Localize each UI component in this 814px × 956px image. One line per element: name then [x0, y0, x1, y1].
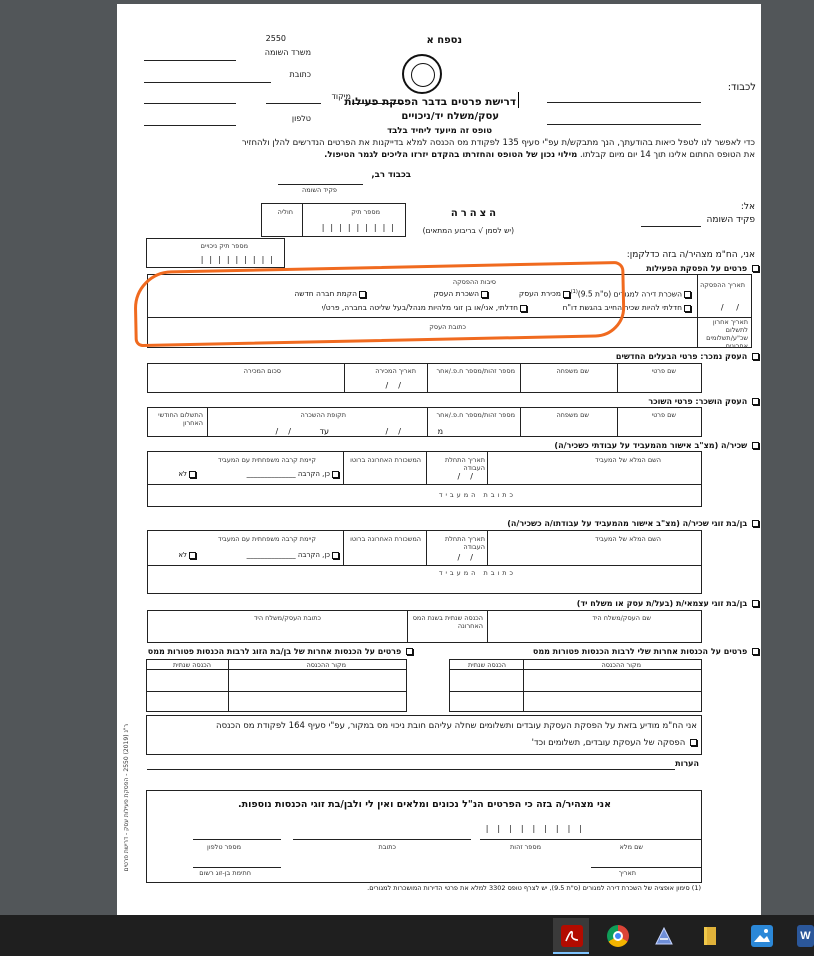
sec7a-checkbox[interactable] [752, 648, 759, 655]
declaration-note: (יש לסמן √ בריבוע המתאים) [422, 226, 514, 235]
name-line[interactable] [591, 839, 701, 840]
spouse-income-table[interactable] [146, 659, 407, 712]
footnote: (1) סימון אופציה של השכרת דירה למגורים (ס"ת 9.5), יש לצרף טופס 3302 למלא את פרטי הדירות המושכרות למגורים. [367, 884, 701, 892]
taskbar [0, 915, 814, 956]
assessor-caption: פקיד השומה [301, 186, 337, 194]
sec3-col-1: שם פרטי [651, 411, 676, 419]
sec2-title: העסק נמכר: פרטי הבעלים החדשים [616, 352, 759, 361]
reason-sale[interactable]: מכירת העסק [519, 289, 570, 298]
final-declaration: אני מצהיר/ה בזה כי הפרטים הנ"ל נכונים ומלאים ואין לי ולבן/בת זוגי הכנסות נוספות. [238, 799, 611, 810]
reason-rent-business[interactable]: השכרת העסק [433, 289, 488, 298]
chrome-icon [607, 925, 629, 947]
notepad-icon [653, 925, 675, 947]
sec4-title: שכיר/ה (מצ"ב אישור מהמעביד על עבודתי כשכיר/ה) [554, 441, 759, 450]
acrobat-taskbar-button[interactable] [553, 918, 589, 954]
chrome-taskbar-button[interactable] [599, 918, 635, 954]
sp-relative-yes[interactable]: כן, הקרבה ______________ [247, 551, 339, 559]
branch-label: חוליה [277, 208, 293, 216]
side-text: ר"נ (2019) 2550 - הפסקת פעילות עסק - דרישת פרטים [123, 724, 130, 872]
sec2-col-2: שם משפחה [556, 367, 589, 375]
remarks-line[interactable] [147, 769, 675, 770]
sig-name-label: שם מלא [619, 843, 643, 851]
address-sig-line[interactable] [293, 839, 471, 840]
phone-sig-line[interactable] [193, 839, 281, 840]
to-label: לכבוד: [727, 82, 756, 93]
relative-yes[interactable]: כן, הקרבה ______________ [247, 470, 339, 478]
sec5-title: בן/בת זוגי שכיר/ה (מצ"ב אישור מהמעביד על עבודתו/ה כשכיר/ה) [507, 519, 759, 528]
stop-date-slashes: / / [720, 303, 739, 312]
sec2-col-4: תאריך המכירה [375, 367, 416, 375]
field-label-zip: מיקוד [331, 92, 351, 101]
sp-relative-no[interactable]: לא [178, 551, 196, 559]
tenant-table[interactable] [147, 407, 702, 437]
sec5-checkbox[interactable] [752, 520, 759, 527]
regards: בכבוד רב, [371, 170, 411, 180]
sec2-col-3: מספר זהות/מספר ח.פ./אחר [436, 367, 515, 375]
sec1-checkbox[interactable] [752, 265, 759, 272]
notice-line-1: אני הח"מ מודיע בזאת על הפסקת העסקת עובדים ותשלומים שחלה עליהם חובת ניכוי מס במקור, עפ"י סעיף 164 לפקודת מס הכנסה [216, 721, 697, 731]
file-number-ticks: ||||||||| [321, 223, 400, 232]
remarks-label: הערות [675, 759, 699, 768]
sp-date-slashes: / / [457, 553, 473, 562]
photos-taskbar-button[interactable] [743, 918, 779, 954]
spouse-employer-table[interactable] [147, 530, 702, 594]
stop-date-label: תאריך ההפסקה [700, 281, 745, 289]
form-title-3: טופס זה מיועד ליחיד בלבד [387, 126, 492, 136]
business-address-label: כתובת העסק [429, 323, 466, 331]
new-owners-table[interactable] [147, 363, 702, 393]
zip-line-2[interactable] [266, 103, 321, 104]
form-title-1: דרישת פרטים בדבר הפסקת פעילות [344, 96, 516, 108]
rent-period-slashes-2: / / [385, 427, 401, 436]
sec2-col-1: שם פרטי [651, 367, 676, 375]
sec3-checkbox[interactable] [752, 398, 759, 405]
sec5-col-3: המשכורת האחרונה ברוטו [350, 535, 421, 543]
document-page [117, 4, 761, 915]
my-income-source: מקור ההכנסה [601, 661, 641, 669]
deductions-file-label: מספר תיק ניכויים [200, 242, 248, 250]
sec6-col-2: הכנסה שנתית בשנת המס האחרונה [412, 614, 483, 630]
spouse-sig-label: חתימת בן-זוג רשום [199, 869, 251, 877]
last-payment-label: תאריך אחרון לתשלום שכ"ע/תשלומים אחרונים [706, 318, 748, 350]
spouse-business-table[interactable] [147, 610, 702, 643]
notepad-taskbar-button[interactable] [645, 918, 681, 954]
sec4-employer-address: כתובת המעביד [438, 491, 516, 499]
to-line-1[interactable] [547, 102, 701, 103]
sec4-col-2: תאריך התחלת העבודה [444, 456, 485, 472]
form-number: 2550 [265, 34, 286, 43]
intro-line-1: כדי לאפשר לנו לטפל כיאות בהודעתך, הנך מתבקש/ת עפ"י סעיף 135 לפקודת מס הכנסה למלא בדייקנות את הפרטים הנדרשים להלן ולהחזיר [241, 138, 755, 148]
sp-income-source: מקור ההכנסה [306, 661, 346, 669]
reason-rent-apartment[interactable]: השכרת דירה למגורים (ס"ת 9.5)$^{(1)}$ [571, 289, 691, 299]
from-label: מ [437, 427, 443, 436]
text-cursor [518, 92, 519, 108]
appendix-label: נספח א [426, 35, 462, 46]
sec6-title: בן/בת זוגי עצמאי/ת (בעל/ת עסק או משלח יד) [577, 599, 759, 608]
emp-date-slashes: / / [457, 472, 473, 481]
sec3-col-2: שם משפחה [556, 411, 589, 419]
sale-date-slashes: / / [385, 381, 401, 390]
declarer-text: אני, הח"מ מצהיר/ה בזה כדלקמן: [626, 250, 755, 260]
address-line[interactable] [144, 82, 271, 83]
stop-details-box [147, 274, 752, 348]
field-label-office: משרד השומה [264, 48, 311, 57]
word-icon: W [797, 925, 814, 947]
zip-city-line[interactable] [144, 103, 236, 104]
sec7b-title: פרטים על הכנסות אחרות של בן/בת הזוג לרבות הכנסות פטורות ממס [148, 647, 413, 656]
date-line[interactable] [591, 867, 701, 868]
relative-no[interactable]: לא [178, 470, 196, 478]
signature-box[interactable] [146, 790, 702, 883]
sec6-checkbox[interactable] [752, 600, 759, 607]
sec7b-checkbox[interactable] [406, 648, 413, 655]
notice-line-2[interactable]: הפסקה של העסקת עובדים, תשלומים וכד' [532, 738, 697, 748]
acrobat-icon [561, 925, 583, 947]
file-explorer-taskbar-button[interactable] [691, 918, 727, 954]
sec3-col-4: תקופת ההשכרה [300, 411, 346, 419]
sec3-col-3: מספר זהות/מספר ח.פ./אחר [436, 411, 515, 419]
phone-line[interactable] [144, 125, 236, 126]
assessor-line: פקיד השומה [706, 215, 755, 225]
my-income-table[interactable] [449, 659, 702, 712]
form-title-2: עסק/משלח יד/ניכויים [401, 111, 499, 122]
deductions-ticks: ||||||||| [200, 255, 279, 264]
sec7a-title: פרטים על הכנסות אחרות שלי לרבות הכנסות פטורות ממס [533, 647, 759, 656]
deductions-file-box[interactable] [146, 238, 285, 268]
sig-phone-label: מספר טלפון [207, 843, 241, 851]
assessor-fill-line[interactable] [641, 226, 701, 227]
stop-reasons-label: סיבות ההפסקה [452, 278, 496, 286]
sec6-col-1: שם העסק/משלח היד [592, 614, 651, 622]
rent-period-slashes: / / [275, 427, 291, 436]
file-explorer-icon [699, 925, 721, 947]
intro-line-2: את הטופס החתום אלינו תוך 14 יום מיום קבלתו. מילוי נכון של הטופס והחזרתו בהקדם יזרזו הליכים לגמר הטיפול. [324, 150, 755, 160]
until-label: עד [319, 427, 329, 436]
sec5-col-4: קיימת קרבה משפחתית עם המעביד [218, 535, 316, 543]
sig-id-label: מספר זהות [510, 843, 541, 851]
word-taskbar-button[interactable] [789, 918, 814, 954]
photos-icon [751, 925, 773, 947]
file-box[interactable] [261, 203, 406, 237]
spouse-sig-line[interactable] [193, 867, 281, 868]
notice-box [146, 715, 702, 755]
sig-address-label: כתובת [378, 843, 396, 851]
office-line[interactable] [144, 60, 236, 61]
sp-annual-income: הכנסה שנתית [172, 661, 211, 669]
sec5-col-2: תאריך התחלת העבודה [444, 535, 485, 551]
reason-new-company[interactable]: הקמת חברה חדשה [294, 289, 366, 298]
to-colon: אל: [740, 202, 755, 212]
my-annual-income: הכנסה שנתית [467, 661, 506, 669]
emblem-logo [402, 54, 442, 94]
file-number-label: מספר תיק [351, 208, 380, 216]
sec5-employer-address: כתובת המעביד [438, 569, 516, 577]
sec6-col-3: כתובת העסק/משלח היד [253, 614, 321, 622]
to-line-2[interactable] [547, 124, 701, 125]
employer-table[interactable] [147, 451, 702, 507]
sec4-col-4: קיימת קרבה משפחתית עם המעביד [218, 456, 316, 464]
sec3-col-5: התשלום החודשי האחרון [158, 411, 203, 427]
sig-date-label: תאריך [618, 869, 636, 877]
sec1-title: פרטים על הפסקת הפעילות [646, 264, 759, 273]
sec2-checkbox[interactable] [752, 353, 759, 360]
sec4-col-1: השם המלא של המעביד [595, 456, 661, 464]
id-line[interactable] [480, 839, 591, 840]
declaration-title: הצהרה [450, 208, 499, 219]
field-label-phone: טלפון [291, 114, 311, 123]
id-ticks: ||||||||| [485, 824, 591, 833]
signature-line[interactable] [278, 184, 363, 185]
sec4-checkbox[interactable] [752, 442, 759, 449]
sec4-col-3: המשכורת האחרונה ברוטו [350, 456, 421, 464]
sec3-title: העסק הושכר: פרטי השוכר [648, 397, 759, 406]
reason-stopped-employee[interactable]: חדלתי להיות שכיר החייב בהגשת דו"ח [563, 303, 691, 312]
sec5-col-1: השם המלא של המעביד [595, 535, 661, 543]
sec2-col-5: סכום המכירה [243, 367, 281, 375]
reason-stopped-director[interactable]: חדלתי, אני/או בן זוגי מלהיות מנהל/בעל שליטה בחברה, פרט/י [322, 303, 527, 312]
field-label-address: כתובת [289, 70, 311, 79]
